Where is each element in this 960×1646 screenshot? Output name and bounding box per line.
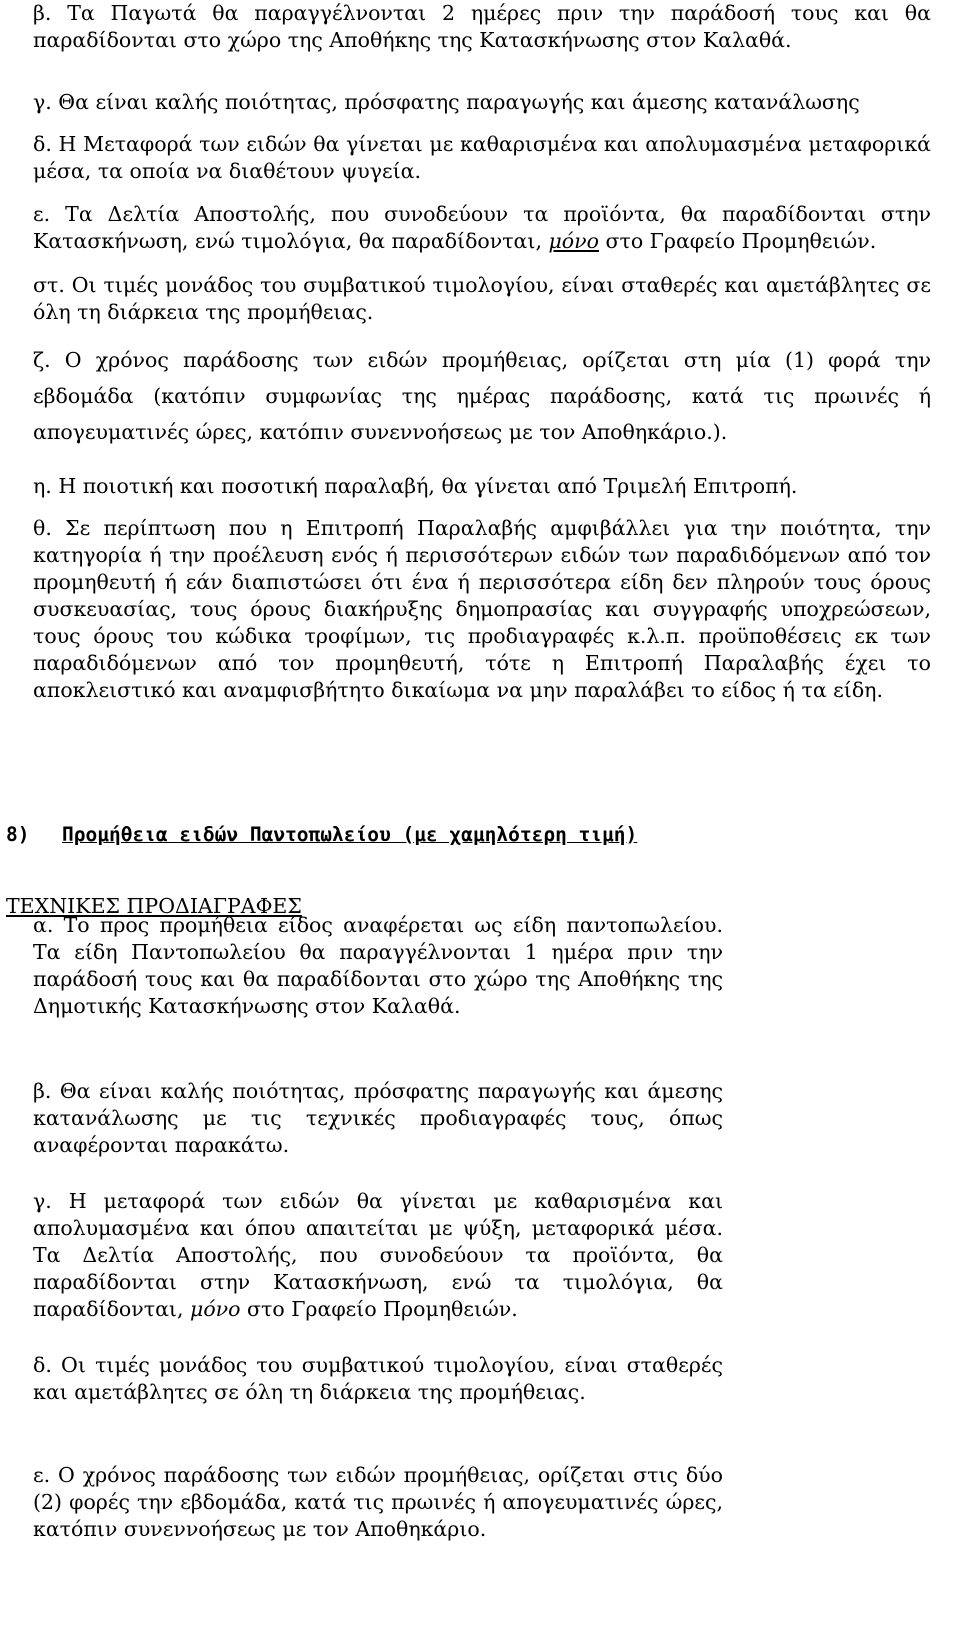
paragraph-beta-icecream: β. Τα Παγωτά θα παραγγέλνονται 2 ημέρες πριν την παράδοσή τους και θα παραδίδονται στο χώρο της Αποθήκης της Κατασκήνωσης στον Καλαθά. (33, 1, 931, 52)
paragraph-delta-transport: δ. Η Μεταφορά των ειδών θα γίνεται με καθαρισμένα και απολυμασμένα μεταφορικά μέσα, τα οποία να διαθέτουν ψυγεία. (33, 132, 931, 183)
paragraph-gamma-quality: γ. Θα είναι καλής ποιότητας, πρόσφατης παραγωγής και άμεσης κατανάλωσης (33, 90, 860, 114)
paragraph-theta-committee-rights: θ. Σε περίπτωση που η Επιτροπή Παραλαβής αμφιβάλλει για την ποιότητα, την κατηγορία ή την προέλευση ενός ή περισσότερων ειδών των παραδιδόμενων από τον προμηθευτή ή εάν διαπιστώσει ότι ένα ή περισσότερα είδη δεν πληρούν τους όρους συσκευασίας, τους όρους διακήρυξης δημοπρασίας και συγγραφής υποχρεώσεων, τους όρους του κώδικα τροφίμων, τις προδιαγραφές κ.λ.π. προϋποθέσεις εκ των παραδιδόμενων από τον προμηθευτή, τότε η Επιτροπή Παραλαβής έχει το αποκλειστικό και αναμφισβήτητο δικαίωμα να μην παραλάβει το είδος ή τα είδη. (33, 516, 931, 702)
paragraph-epsilon-text-start: ε. Τα Δελτία Αποστολής, που συνοδεύουν τα προϊόντα, θα παραδίδονται στην Κατασκήνωση, ενώ τιμολόγια, θα παραδίδονται, (33, 202, 931, 253)
paragraph-delta-grocery-prices: δ. Οι τιμές μονάδος του συμβατικού τιμολογίου, είναι σταθερές και αμετάβλητες σε όλη τη διάρκεια της προμήθειας. (33, 1353, 723, 1404)
technical-specs-heading: ΤΕΧΝΙΚΕΣ ΠΡΟΔΙΑΓΡΑΦΕΣ (6, 894, 302, 918)
paragraph-beta-grocery-quality: β. Θα είναι καλής ποιότητας, πρόσφατης παραγωγής και άμεσης κατανάλωσης με τις τεχνικές προδιαγραφές τους, όπως αναφέρονται παρακάτω. (33, 1079, 723, 1157)
paragraph-gamma-text-start: γ. Η μεταφορά των ειδών θα γίνεται με καθαρισμένα και απολυμασμένα και όπου απαιτείται με ψύξη, μεταφορικά μέσα. Τα Δελτία Αποστολής, που συνοδεύουν τα προϊόντα, θα παραδίδονται στην Κατασκήνωση, ενώ τα τιμολόγια, θα παραδίδονται, (33, 1189, 723, 1321)
paragraph-epsilon-delivery-notes (33, 201, 931, 255)
paragraph-st-unit-prices: στ. Οι τιμές μονάδος του συμβατικού τιμολογίου, είναι σταθερές και αμετάβλητες σε όλη τη διάρκεια της προμήθειας. (33, 273, 931, 324)
section-number: 8) (6, 823, 30, 846)
paragraph-alpha-grocery: α. Το προς προμήθεια είδος αναφέρεται ως είδη παντοπωλείου. Τα είδη Παντοπωλείου θα παραγγέλνονται 1 ημέρα πριν την παράδοσή τους και θα παραδίδονται στο χώρο της Αποθήκης της Δημοτικής Κατασκήνωσης στον Καλαθά. (33, 913, 723, 1018)
paragraph-eta-receipt-committee: η. Η ποιοτική και ποσοτική παραλαβή, θα γίνεται από Τριμελή Επιτροπή. (33, 474, 798, 498)
paragraph-epsilon-text-end: στο Γραφείο Προμηθειών. (598, 229, 877, 253)
emphasis-only-2: μόνο (190, 1297, 241, 1321)
paragraph-gamma-text-end: στο Γραφείο Προμηθειών. (240, 1297, 518, 1321)
paragraph-epsilon-grocery-delivery: ε. Ο χρόνος παράδοσης των ειδών προμήθειας, ορίζεται στις δύο (2) φορές την εβδομάδα, κατά τις πρωινές ή απογευματινές ώρες, κατόπιν συνεννοήσεως με τον Αποθηκάριο. (33, 1463, 723, 1541)
section-heading (6, 822, 726, 847)
paragraph-gamma-grocery-transport (33, 1188, 723, 1323)
emphasis-only: μόνο (548, 229, 599, 253)
paragraph-zeta-delivery-time: ζ. Ο χρόνος παράδοσης των ειδών προμήθειας, ορίζεται στη μία (1) φορά την εβδομάδα (κατόπιν συμφωνίας της ημέρας παράδοσης, κατά τις πρωινές ή απογευματινές ώρες, κατόπιν συνεννοήσεως με τον Αποθηκάριο.). (33, 348, 931, 444)
section-title: Προμήθεια ειδών Παντοπωλείου (με χαμηλότερη τιμή) (62, 823, 638, 846)
